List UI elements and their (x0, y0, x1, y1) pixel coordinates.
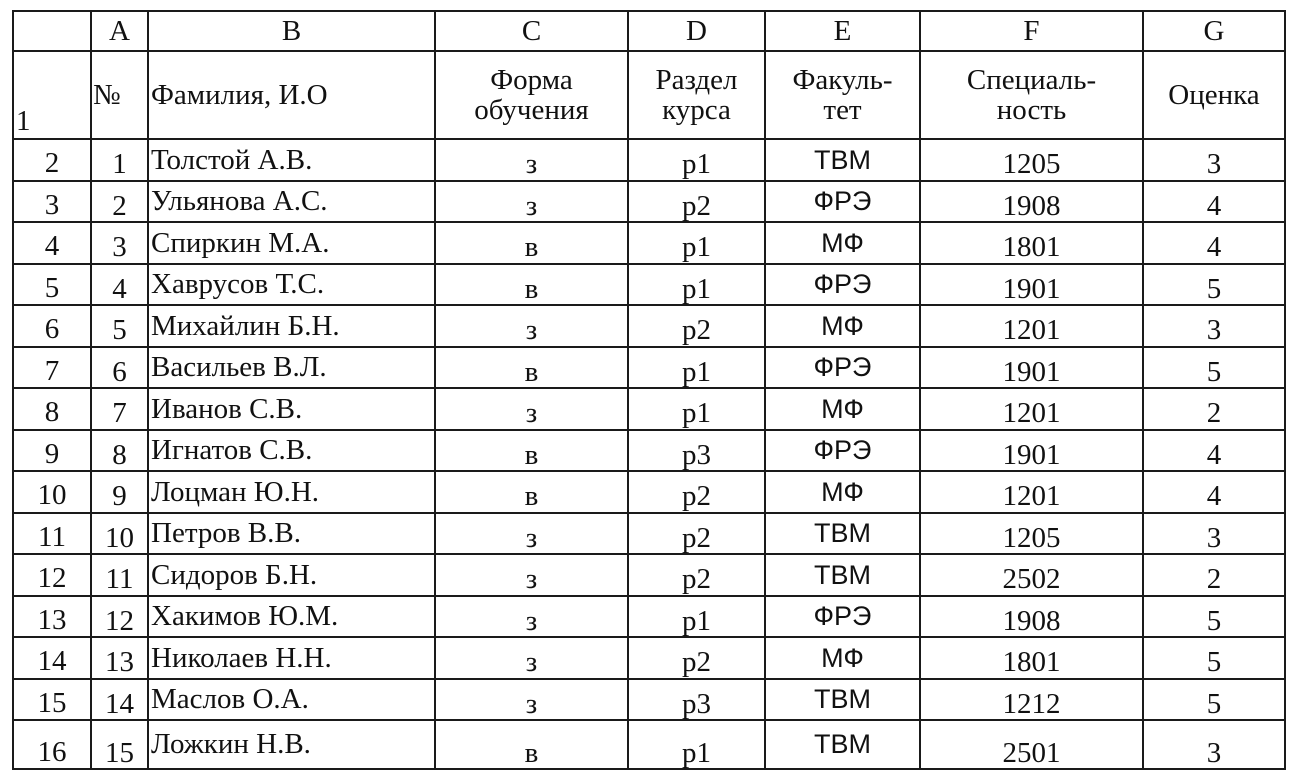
cell-grade[interactable]: 2 (1143, 388, 1285, 430)
cell-name[interactable]: Петров В.В. (148, 513, 435, 555)
cell-grade[interactable]: 4 (1143, 430, 1285, 472)
cell-specialty[interactable]: 1201 (920, 305, 1143, 347)
cell-num[interactable]: 3 (91, 222, 148, 264)
cell-specialty[interactable]: 1205 (920, 513, 1143, 555)
row-number[interactable]: 15 (13, 679, 91, 721)
cell-num[interactable]: 11 (91, 554, 148, 596)
cell-num[interactable]: 2 (91, 181, 148, 223)
cell-specialty[interactable]: 2501 (920, 720, 1143, 769)
cell-form[interactable]: з (435, 388, 628, 430)
cell-grade[interactable]: 5 (1143, 596, 1285, 638)
table-row (13, 139, 1285, 181)
header-faculty-line2: тет (823, 94, 862, 126)
header-grade-cell[interactable]: Оценка (1143, 51, 1285, 139)
cell-faculty[interactable]: ТВМ (765, 554, 920, 596)
cell-faculty[interactable]: ФРЭ (765, 181, 920, 223)
cell-faculty[interactable]: МФ (765, 637, 920, 679)
cell-specialty[interactable]: 1901 (920, 430, 1143, 472)
cell-section[interactable]: р1 (628, 139, 765, 181)
row-number[interactable]: 11 (13, 513, 91, 555)
cell-form[interactable]: з (435, 596, 628, 638)
cell-num[interactable]: 7 (91, 388, 148, 430)
cell-section[interactable]: р1 (628, 388, 765, 430)
header-form-cell[interactable] (435, 51, 628, 139)
header-row (13, 51, 1285, 139)
cell-num[interactable]: 15 (91, 720, 148, 769)
table-row (13, 596, 1285, 638)
cell-form[interactable]: в (435, 471, 628, 513)
cell-grade[interactable]: 5 (1143, 679, 1285, 721)
cell-form[interactable]: з (435, 181, 628, 223)
cell-specialty[interactable]: 1212 (920, 679, 1143, 721)
cell-grade[interactable]: 3 (1143, 305, 1285, 347)
cell-section[interactable]: р2 (628, 513, 765, 555)
cell-section[interactable]: р1 (628, 222, 765, 264)
header-faculty-line1: Факуль- (792, 63, 893, 96)
cell-name[interactable]: Хакимов Ю.М. (148, 596, 435, 638)
column-letters-row (13, 11, 1285, 51)
cell-specialty[interactable]: 1908 (920, 181, 1143, 223)
cell-section[interactable]: р1 (628, 347, 765, 389)
cell-grade[interactable]: 3 (1143, 139, 1285, 181)
cell-grade[interactable]: 3 (1143, 720, 1285, 769)
table-row (13, 513, 1285, 555)
table-row (13, 720, 1285, 769)
cell-faculty[interactable]: ФРЭ (765, 430, 920, 472)
row-number[interactable]: 9 (13, 430, 91, 472)
header-num-cell[interactable]: № (91, 51, 148, 139)
cell-num[interactable]: 10 (91, 513, 148, 555)
cell-num[interactable]: 1 (91, 139, 148, 181)
table-row (13, 222, 1285, 264)
cell-faculty[interactable]: МФ (765, 305, 920, 347)
column-header-f[interactable]: F (920, 11, 1143, 51)
column-header-a[interactable]: A (91, 11, 148, 51)
table-row (13, 347, 1285, 389)
cell-form[interactable]: з (435, 139, 628, 181)
cell-num[interactable]: 14 (91, 679, 148, 721)
cell-grade[interactable]: 4 (1143, 181, 1285, 223)
header-form-line2: обучения (474, 94, 589, 126)
cell-faculty[interactable]: МФ (765, 222, 920, 264)
cell-name[interactable]: Васильев В.Л. (148, 347, 435, 389)
column-header-g[interactable]: G (1143, 11, 1285, 51)
header-specialty-line1: Специаль- (966, 63, 1097, 96)
cell-specialty[interactable]: 1901 (920, 347, 1143, 389)
cell-specialty[interactable]: 1901 (920, 264, 1143, 306)
cell-section[interactable]: р3 (628, 679, 765, 721)
cell-name[interactable]: Сидоров Б.Н. (148, 554, 435, 596)
cell-name[interactable]: Маслов О.А. (148, 679, 435, 721)
cell-num[interactable]: 6 (91, 347, 148, 389)
cell-faculty[interactable]: ТВМ (765, 720, 920, 769)
header-faculty-cell[interactable] (765, 51, 920, 139)
header-specialty-line2: ность (996, 94, 1067, 126)
cell-form[interactable]: в (435, 720, 628, 769)
row-number[interactable]: 12 (13, 554, 91, 596)
cell-faculty[interactable]: ФРЭ (765, 264, 920, 306)
row-number[interactable]: 5 (13, 264, 91, 306)
row-number[interactable]: 2 (13, 139, 91, 181)
cell-form[interactable]: в (435, 222, 628, 264)
table-row (13, 554, 1285, 596)
cell-name[interactable]: Спиркин М.А. (148, 222, 435, 264)
corner-cell[interactable] (13, 11, 91, 51)
cell-faculty[interactable]: МФ (765, 471, 920, 513)
cell-form[interactable]: з (435, 305, 628, 347)
cell-form[interactable]: з (435, 554, 628, 596)
cell-specialty[interactable]: 1201 (920, 471, 1143, 513)
table-row (13, 637, 1285, 679)
cell-faculty[interactable]: ТВМ (765, 139, 920, 181)
cell-section[interactable]: р3 (628, 430, 765, 472)
cell-section[interactable]: р2 (628, 181, 765, 223)
cell-grade[interactable]: 5 (1143, 637, 1285, 679)
cell-specialty[interactable]: 1908 (920, 596, 1143, 638)
header-section-line2: курса (662, 94, 731, 126)
cell-name[interactable]: Ложкин Н.В. (148, 720, 435, 769)
cell-section[interactable]: р2 (628, 305, 765, 347)
cell-name[interactable]: Лоцман Ю.Н. (148, 471, 435, 513)
cell-specialty[interactable]: 1201 (920, 388, 1143, 430)
table-row (13, 471, 1285, 513)
cell-grade[interactable]: 5 (1143, 347, 1285, 389)
cell-num[interactable]: 5 (91, 305, 148, 347)
cell-section[interactable]: р2 (628, 554, 765, 596)
header-name-cell[interactable]: Фамилия, И.О (148, 51, 435, 139)
cell-form[interactable]: в (435, 264, 628, 306)
cell-form[interactable]: з (435, 679, 628, 721)
cell-faculty[interactable]: ТВМ (765, 513, 920, 555)
row-number[interactable]: 7 (13, 347, 91, 389)
cell-num[interactable]: 13 (91, 637, 148, 679)
column-header-e[interactable]: E (765, 11, 920, 51)
column-header-c[interactable]: C (435, 11, 628, 51)
cell-faculty[interactable]: МФ (765, 388, 920, 430)
header-section-cell[interactable] (628, 51, 765, 139)
row-number[interactable]: 16 (13, 720, 91, 769)
table-row (13, 181, 1285, 223)
cell-name[interactable]: Игнатов С.В. (148, 430, 435, 472)
cell-section[interactable]: р2 (628, 471, 765, 513)
header-form-line1: Форма (490, 63, 573, 96)
cell-specialty[interactable]: 1205 (920, 139, 1143, 181)
cell-grade[interactable]: 4 (1143, 471, 1285, 513)
cell-section[interactable]: р1 (628, 264, 765, 306)
cell-specialty[interactable]: 1801 (920, 637, 1143, 679)
table-row (13, 388, 1285, 430)
cell-specialty[interactable]: 1801 (920, 222, 1143, 264)
row-number[interactable]: 10 (13, 471, 91, 513)
column-header-b[interactable]: B (148, 11, 435, 51)
cell-num[interactable]: 12 (91, 596, 148, 638)
cell-specialty[interactable]: 2502 (920, 554, 1143, 596)
header-section-line1: Раздел (655, 63, 738, 96)
cell-name[interactable]: Ульянова А.С. (148, 181, 435, 223)
row-number[interactable]: 1 (13, 51, 91, 139)
cell-section[interactable]: р1 (628, 596, 765, 638)
cell-section[interactable]: р2 (628, 637, 765, 679)
column-header-d[interactable]: D (628, 11, 765, 51)
row-number[interactable]: 4 (13, 222, 91, 264)
row-number[interactable]: 8 (13, 388, 91, 430)
cell-form[interactable]: в (435, 430, 628, 472)
table-row (13, 679, 1285, 721)
table-row (13, 264, 1285, 306)
table-row (13, 305, 1285, 347)
row-number[interactable]: 14 (13, 637, 91, 679)
cell-section[interactable]: р1 (628, 720, 765, 769)
row-number[interactable]: 13 (13, 596, 91, 638)
cell-grade[interactable]: 2 (1143, 554, 1285, 596)
cell-num[interactable]: 8 (91, 430, 148, 472)
cell-faculty[interactable]: ФРЭ (765, 347, 920, 389)
cell-faculty[interactable]: ФРЭ (765, 596, 920, 638)
cell-name[interactable]: Хаврусов Т.С. (148, 264, 435, 306)
table-row (13, 430, 1285, 472)
cell-form[interactable]: з (435, 513, 628, 555)
cell-num[interactable]: 4 (91, 264, 148, 306)
students-table (12, 10, 1286, 770)
cell-form[interactable]: в (435, 347, 628, 389)
cell-name[interactable]: Иванов С.В. (148, 388, 435, 430)
row-number[interactable]: 3 (13, 181, 91, 223)
cell-grade[interactable]: 4 (1143, 222, 1285, 264)
cell-name[interactable]: Толстой А.В. (148, 139, 435, 181)
cell-name[interactable]: Михайлин Б.Н. (148, 305, 435, 347)
cell-grade[interactable]: 3 (1143, 513, 1285, 555)
cell-faculty[interactable]: ТВМ (765, 679, 920, 721)
cell-name[interactable]: Николаев Н.Н. (148, 637, 435, 679)
header-specialty-cell[interactable] (920, 51, 1143, 139)
cell-form[interactable]: з (435, 637, 628, 679)
cell-grade[interactable]: 5 (1143, 264, 1285, 306)
spreadsheet (12, 10, 1286, 770)
cell-num[interactable]: 9 (91, 471, 148, 513)
row-number[interactable]: 6 (13, 305, 91, 347)
